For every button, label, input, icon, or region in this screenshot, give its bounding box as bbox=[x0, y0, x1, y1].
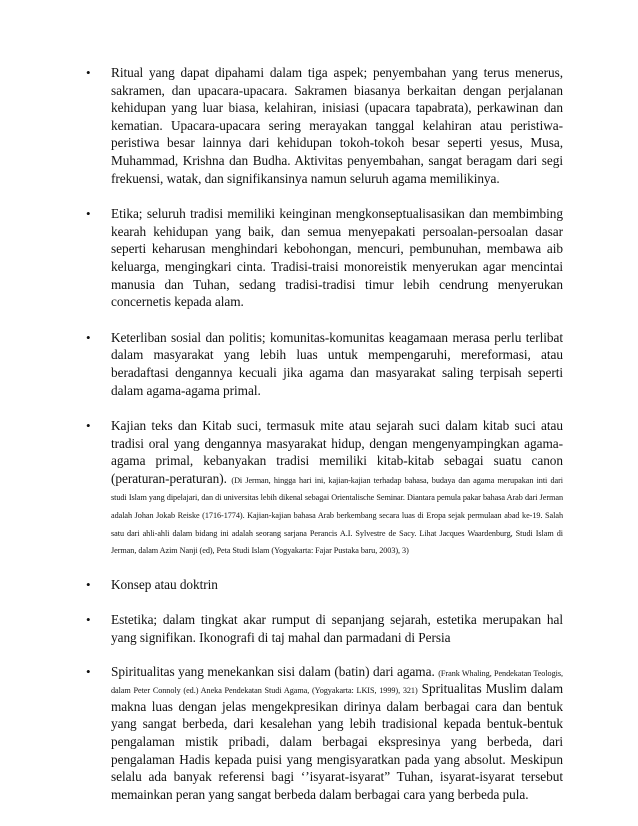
bullet-icon: • bbox=[86, 612, 91, 628]
bullet-icon: • bbox=[86, 418, 91, 434]
list-item-estetika bbox=[86, 611, 563, 646]
citation-whaling: (Frank Whaling, Pendekatan Teologis, dalam Peter Connoly (ed.) Aneka Pendekatan Studi Agama, (Yogyakarta: LKIS, 1999), 321) bbox=[111, 668, 563, 696]
paragraph-konsep: Konsep atau doktrin bbox=[111, 576, 218, 592]
bullet-icon: • bbox=[86, 576, 91, 592]
list-item-kajian bbox=[86, 417, 563, 558]
paragraph-keterlibatan: Keterliban sosial dan politis; komunitas-komunitas keagamaan merasa perlu terlibat dalam masyarakat yang lebih luas untuk mempengaruhi, mereformasi, atau beradaftasi dengannya kecuali jika agama dan masyarakat saling terpisah seperti dalam agama-agama primal. bbox=[111, 329, 563, 398]
bullet-list bbox=[86, 64, 563, 821]
paragraph-etika: Etika; seluruh tradisi memiliki keinginan mengkonseptualisasikan dan membimbing kearah kehidupan yang baik, dan semua menyepakati persoalan-persoalan dasar seperti keharusan menghindari kebohongan, mencuri, pembunuhan, membawa aib keluarga, mengingkari cinta. Tradisi-traisi monoreistik menyerukan agar mencintai manusia dan Tuhan, sedang tradisi-tradisi timur lebih cendrung menyerukan concernetis kepada alam. bbox=[111, 206, 563, 310]
list-item-konsep bbox=[86, 576, 563, 594]
paragraph-ritual: Ritual yang dapat dipahami dalam tiga aspek; penyembahan yang terus menerus, sakramen, dan upacara-upacara. Sakramen biasanya berkaitan dengan perjalanan kehidupan yang luar biasa, kelahiran, inisiasi (upacara tapabrata), perkawinan dan kematian. Upacara-upacara sering merayakan tanggal kelahiran atau peristiwa-peristiwa besar lainnya dari kehidupan tokoh-tokoh besar seperti yesus, Musa, Muhammad, Krishna dan Budha. Aktivitas penyembahan, sangat beragam dari segi frekuensi, watak, dan signifikansinya namun seluruh agama memilikinya. bbox=[111, 65, 563, 186]
paragraph-spiritualitas-body: Spritualitas Muslim dalam makna luas dengan jelas mengekpresikan dirinya dalam berbagai cara dan bentuk yang sangat berbeda, dari kesalehan yang lebih tradisional kepada bentuk-bentuk pengalaman mistik pribadi, dalam berbagai ekspresinya yang berbeda, dari pengalaman Hadis kepada puisi yang mengisyaratkan pada yang absolut. Meskipun selalu ada banyak referensi bagi ‘’isyarat-isyarat” Tuhan, isyarat-isyarat tersebut memainkan peran yang sangat berbeda dalam berbagai cara yang berbeda pula. bbox=[111, 681, 563, 802]
list-item-keterlibatan bbox=[86, 329, 563, 399]
bullet-icon: • bbox=[86, 206, 91, 222]
bullet-icon: • bbox=[86, 65, 91, 80]
paragraph-estetika: Estetika; dalam tingkat akar rumput di sepanjang sejarah, estetika merupakan hal yang signifikan. Ikonografi di taj mahal dan parmadani di Persia bbox=[111, 612, 563, 646]
paragraph-kajian-block bbox=[111, 417, 563, 558]
bullet-icon: • bbox=[86, 663, 91, 679]
paragraph-spiritualitas-block bbox=[111, 663, 563, 804]
list-item-spiritualitas bbox=[86, 663, 563, 804]
footnote-kajian: (Di Jerman, hingga hari ini, kajian-kajian terhadap bahasa, budaya dan agama merupakan inti dari studi Islam yang dipelajari, dan di universitas lebih dikenal sebagai Orientalische Seminar. Diantara pemula pakar bahasa Arab dari Jerman adalah Johan Jokab Reiske (1716-1774). Kajian-kajian bahasa Arab berkembang secara luas di Eropa sejak permulaan abad ke-19. Salah satu dari ahli-ahli dalam bidang ini adalah seorang sarjana Perancis A.I. Sylvestre de Sacy. Lihat Jacques Waardenburg, Studi Islam di Jerman, dalam Azim Nanji (ed), Peta Studi Islam (Yogyakarta: Fajar Pustaka baru, 2003), 3) bbox=[111, 475, 563, 556]
list-item-ritual bbox=[86, 64, 563, 187]
paragraph-kajian: Kajian teks dan Kitab suci, termasuk mite atau sejarah suci dalam kitab suci atau tradisi oral yang dengannya masyarakat hidup, dengan mengenyampingkan agama-agama primal, kebanyakan tradisi memiliki kitab-kitab sebagai suatu canon (peraturan-peraturan). bbox=[111, 418, 563, 486]
list-item-etika bbox=[86, 205, 563, 311]
bullet-icon: • bbox=[86, 329, 91, 345]
paragraph-spiritualitas-lead: Spiritualitas yang menekankan sisi dalam (batin) dari agama. bbox=[111, 663, 435, 679]
